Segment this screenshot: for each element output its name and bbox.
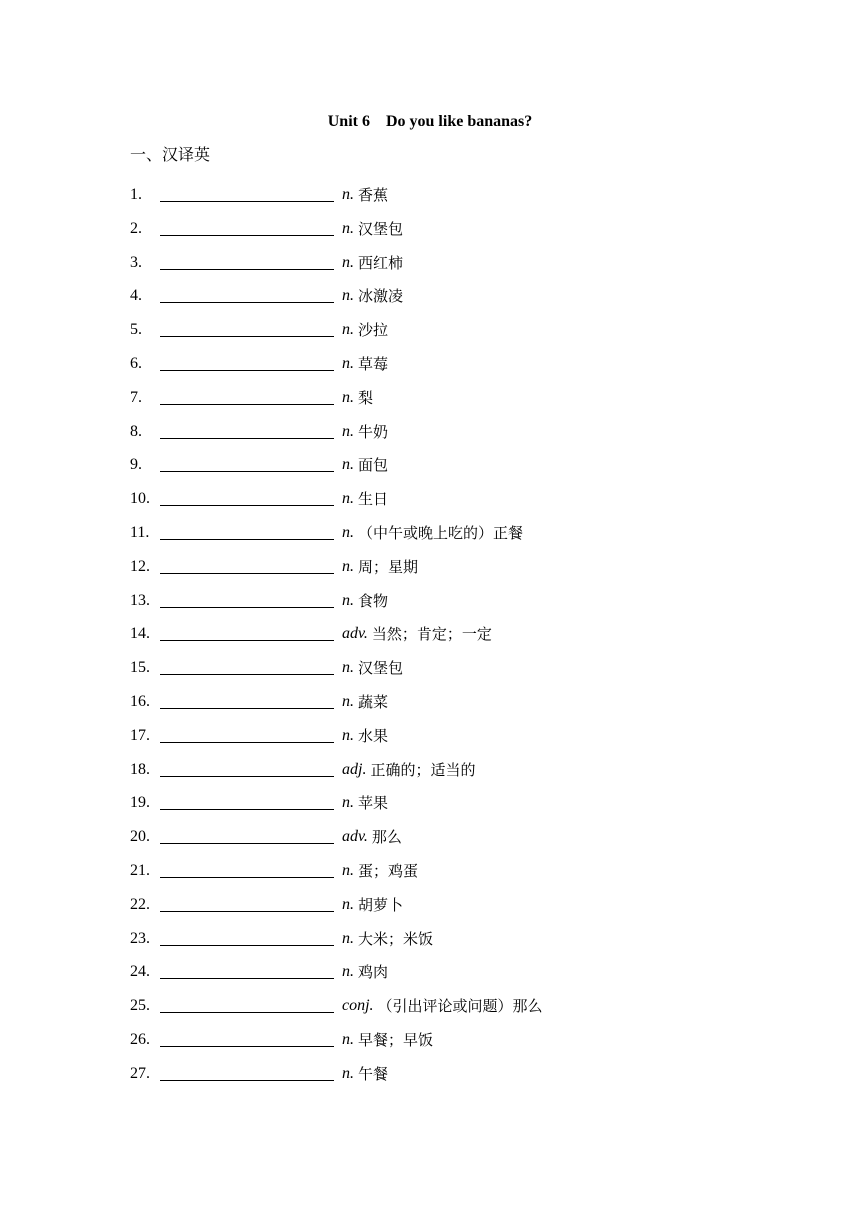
list-item: [130, 320, 750, 354]
chinese-meaning: （中午或晚上吃的）正餐: [358, 523, 524, 542]
list-item: [130, 388, 750, 422]
list-item: [130, 624, 750, 658]
part-of-speech: n.: [342, 659, 354, 677]
list-item: [130, 962, 750, 996]
item-number: 26.: [130, 1030, 150, 1048]
item-number: 10.: [130, 490, 150, 508]
list-item: [130, 354, 750, 388]
item-number: 15.: [130, 659, 150, 677]
list-item: [130, 286, 750, 320]
section-heading: 一、汉译英: [130, 147, 211, 164]
part-of-speech: n.: [342, 354, 354, 372]
item-number: 2.: [130, 219, 142, 237]
item-number: 3.: [130, 253, 142, 271]
part-of-speech: n.: [342, 321, 354, 339]
part-of-speech: n.: [342, 523, 354, 541]
list-item: [130, 793, 750, 827]
chinese-meaning: 当然；肯定；一定: [371, 625, 492, 644]
part-of-speech: conj.: [342, 997, 374, 1015]
list-item: [130, 591, 750, 625]
chinese-meaning: 西红柿: [358, 253, 404, 272]
item-number: 8.: [130, 422, 142, 440]
chinese-meaning: 牛奶: [358, 422, 389, 441]
item-number: 21.: [130, 861, 150, 879]
answer-blank[interactable]: [160, 354, 334, 371]
answer-blank[interactable]: [160, 827, 334, 844]
list-item: [130, 1030, 750, 1064]
part-of-speech: n.: [342, 963, 354, 981]
list-item: [130, 185, 750, 219]
part-of-speech: n.: [342, 557, 354, 575]
chinese-meaning: 蛋；鸡蛋: [358, 861, 419, 880]
item-number: 24.: [130, 963, 150, 981]
list-item: [130, 489, 750, 523]
chinese-meaning: 生日: [358, 490, 389, 509]
answer-blank[interactable]: [160, 523, 334, 540]
list-item: [130, 929, 750, 963]
item-number: 25.: [130, 997, 150, 1015]
part-of-speech: n.: [342, 895, 354, 913]
part-of-speech: n.: [342, 1064, 354, 1082]
list-item: [130, 692, 750, 726]
item-number: 5.: [130, 321, 142, 339]
part-of-speech: n.: [342, 1030, 354, 1048]
answer-blank[interactable]: [160, 388, 334, 405]
chinese-meaning: （引出评论或问题）那么: [377, 997, 543, 1016]
answer-blank[interactable]: [160, 692, 334, 709]
item-number: 22.: [130, 895, 150, 913]
part-of-speech: n.: [342, 388, 354, 406]
answer-blank[interactable]: [160, 962, 334, 979]
answer-blank[interactable]: [160, 793, 334, 810]
part-of-speech: n.: [342, 490, 354, 508]
answer-blank[interactable]: [160, 624, 334, 641]
list-item: [130, 1064, 750, 1098]
item-number: 17.: [130, 726, 150, 744]
part-of-speech: n.: [342, 253, 354, 271]
chinese-meaning: 水果: [358, 726, 389, 745]
answer-blank[interactable]: [160, 591, 334, 608]
item-number: 27.: [130, 1064, 150, 1082]
chinese-meaning: 大米；米饭: [358, 929, 434, 948]
chinese-meaning: 冰激凌: [358, 287, 404, 306]
answer-blank[interactable]: [160, 185, 334, 202]
item-number: 7.: [130, 388, 142, 406]
answer-blank[interactable]: [160, 219, 334, 236]
item-number: 20.: [130, 828, 150, 846]
chinese-meaning: 早餐；早饭: [358, 1030, 434, 1049]
part-of-speech: n.: [342, 186, 354, 203]
chinese-meaning: 胡萝卜: [358, 895, 404, 914]
answer-blank[interactable]: [160, 861, 334, 878]
item-number: 23.: [130, 929, 150, 947]
answer-blank[interactable]: [160, 557, 334, 574]
answer-blank[interactable]: [160, 253, 334, 270]
chinese-meaning: 汉堡包: [358, 219, 404, 238]
part-of-speech: n.: [342, 794, 354, 812]
item-number: 1.: [130, 186, 142, 203]
chinese-meaning: 周；星期: [358, 557, 419, 576]
item-number: 18.: [130, 760, 150, 778]
list-item: [130, 219, 750, 253]
answer-blank[interactable]: [160, 489, 334, 506]
answer-blank[interactable]: [160, 1064, 334, 1081]
chinese-meaning: 汉堡包: [358, 659, 404, 678]
chinese-meaning: 正确的；适当的: [370, 760, 476, 779]
part-of-speech: n.: [342, 422, 354, 440]
item-number: 4.: [130, 287, 142, 305]
answer-blank[interactable]: [160, 422, 334, 439]
answer-blank[interactable]: [160, 760, 334, 777]
list-item: [130, 557, 750, 591]
chinese-meaning: 蔬菜: [358, 692, 389, 711]
list-item: [130, 895, 750, 929]
item-number: 12.: [130, 557, 150, 575]
answer-blank[interactable]: [160, 286, 334, 303]
item-number: 14.: [130, 625, 150, 643]
item-number: 6.: [130, 354, 142, 372]
part-of-speech: n.: [342, 692, 354, 710]
part-of-speech: n.: [342, 861, 354, 879]
list-item: [130, 455, 750, 489]
part-of-speech: n.: [342, 219, 354, 237]
chinese-meaning: 草莓: [358, 354, 389, 373]
item-number: 16.: [130, 692, 150, 710]
chinese-meaning: 那么: [371, 828, 402, 847]
part-of-speech: n.: [342, 929, 354, 947]
list-item: [130, 523, 750, 557]
part-of-speech: adj.: [342, 760, 367, 778]
answer-blank[interactable]: [160, 320, 334, 337]
list-item: [130, 658, 750, 692]
part-of-speech: n.: [342, 456, 354, 474]
item-number: 19.: [130, 794, 150, 812]
list-item: [130, 726, 750, 760]
vocabulary-list: [130, 185, 750, 1098]
chinese-meaning: 沙拉: [358, 321, 389, 340]
chinese-meaning: 食物: [358, 591, 389, 610]
part-of-speech: n.: [342, 726, 354, 744]
item-number: 9.: [130, 456, 142, 474]
list-item: [130, 996, 750, 1030]
answer-blank[interactable]: [160, 726, 334, 743]
chinese-meaning: 午餐: [358, 1064, 389, 1083]
item-number: 13.: [130, 591, 150, 609]
list-item: [130, 760, 750, 794]
list-item: [130, 861, 750, 895]
answer-blank[interactable]: [160, 996, 334, 1013]
page-title: Unit 6 Do you like bananas?: [327, 113, 533, 130]
answer-blank[interactable]: [160, 455, 334, 472]
answer-blank[interactable]: [160, 929, 334, 946]
answer-blank[interactable]: [160, 658, 334, 675]
part-of-speech: adv.: [342, 625, 368, 643]
chinese-meaning: 鸡肉: [358, 963, 389, 982]
part-of-speech: n.: [342, 287, 354, 305]
list-item: [130, 253, 750, 287]
list-item: [130, 827, 750, 861]
answer-blank[interactable]: [160, 895, 334, 912]
part-of-speech: n.: [342, 591, 354, 609]
chinese-meaning: 香蕉: [358, 186, 389, 204]
chinese-meaning: 苹果: [358, 794, 389, 813]
chinese-meaning: 梨: [358, 388, 374, 407]
answer-blank[interactable]: [160, 1030, 334, 1047]
item-number: 11.: [130, 523, 150, 541]
part-of-speech: adv.: [342, 828, 368, 846]
list-item: [130, 422, 750, 456]
chinese-meaning: 面包: [358, 456, 389, 475]
